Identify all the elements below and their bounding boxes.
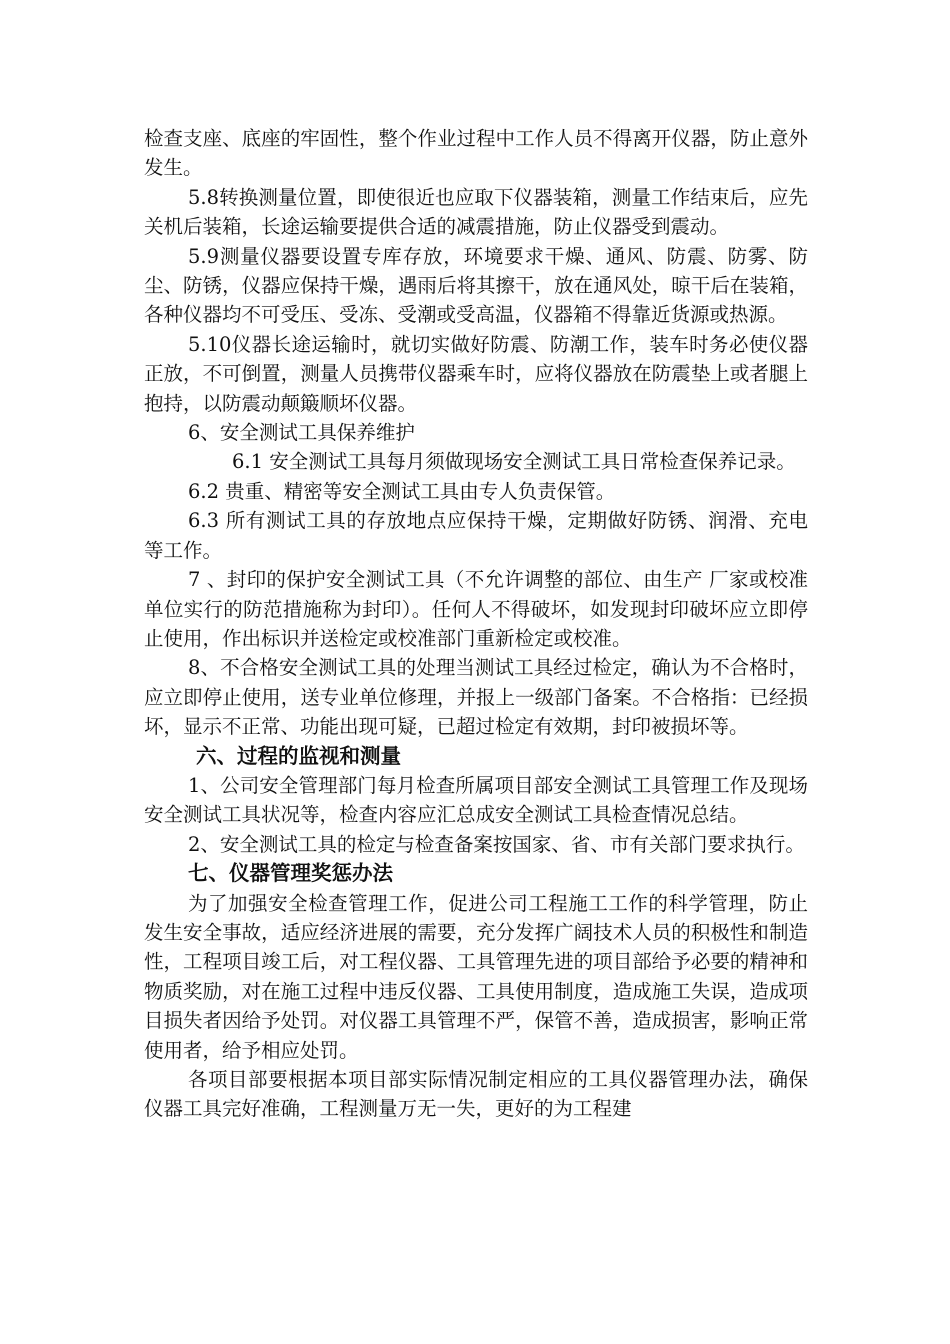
paragraph-6-2: 6.2 贵重、精密等安全测试工具由专人负责保管。 xyxy=(188,479,616,503)
paragraph-6-title: 6、安全测试工具保养维护 xyxy=(188,421,415,445)
section-6-paragraph-1: 1、公司安全管理部门每月检查所属项目部安全测试工具管理工作及现场安全测试工具状况等，检查内容应汇总成安全测试工具检查情况总结。 xyxy=(144,773,808,827)
section-6-heading: 六、过程的监视和测量 xyxy=(196,743,401,768)
section-7-paragraph-1: 为了加强安全检查管理工作，促进公司工程施工工作的科学管理，防止发生安全事故，适应经济进展的需要，充分发挥广阔技术人员的积极性和制造性，工程项目竣工后，对工程仪器、工具管理先进的项目部给予必要的精神和物质奖励，对在施工过程中违反仪器、工具使用制度，造成施工失误，造成项目损失者因给予处罚。对仪器工具管理不严，保管不善，造成损害，影响正常使用者，给予相应处罚。 xyxy=(144,891,808,1062)
section-7-paragraph-2: 各项目部要根据本项目部实际情况制定相应的工具仪器管理办法，确保仪器工具完好准确，工程测量万无一失，更好的为工程建 xyxy=(144,1068,808,1121)
section-7-heading: 七、仪器管理奖惩办法 xyxy=(188,861,393,886)
document-body xyxy=(144,124,808,1124)
paragraph-6-3: 6.3 所有测试工具的存放地点应保持干燥，定期做好防锈、润滑、充电等工作。 xyxy=(144,509,808,562)
paragraph-7: 7 、封印的保护安全测试工具（不允许调整的部位、由生产 厂家或校准单位实行的防范措施称为封印）。任何人不得破坏，如发现封印破坏应立即停止使用，作出标识并送检定或校准部门重新检定或校准。 xyxy=(144,568,808,650)
paragraph-5-10: 5.10仪器长途运输时，就切实做好防震、防潮工作，装车时务必使仪器正放，不可倒置，测量人员携带仪器乘车时，应将仪器放在防震垫上或者腿上抱持，以防震动颠簸顺坏仪器。 xyxy=(144,332,808,415)
section-6-paragraph-2: 2、安全测试工具的检定与检查备案按国家、省、市有关部门要求执行。 xyxy=(188,832,805,856)
paragraph-5-8: 5.8转换测量位置，即使很近也应取下仪器装箱，测量工作结束后，应先关机后装箱，长途运输要提供合适的减震措施，防止仪器受到震动。 xyxy=(144,185,808,239)
paragraph-5-9: 5.9测量仪器要设置专库存放，环境要求干燥、通风、防震、防雾、防尘、防锈，仪器应保持干燥，遇雨后将其擦干，放在通风处，晾干后在装箱，各种仪器均不可受压、受冻、受潮或受高温，仪器箱不得靠近货源或热源。 xyxy=(144,244,808,327)
paragraph-6-1: 6.1 安全测试工具每月须做现场安全测试工具日常检查保养记录。 xyxy=(232,450,796,474)
paragraph-continuation: 检查支座、底座的牢固性，整个作业过程中工作人员不得离开仪器，防止意外发生。 xyxy=(144,127,808,180)
paragraph-8: 8、不合格安全测试工具的处理当测试工具经过检定，确认为不合格时，应立即停止使用，送专业单位修理，并报上一级部门备案。不合格指：已经损坏，显示不正常、功能出现可疑，已超过检定有效期，封印被损坏等。 xyxy=(144,656,808,739)
